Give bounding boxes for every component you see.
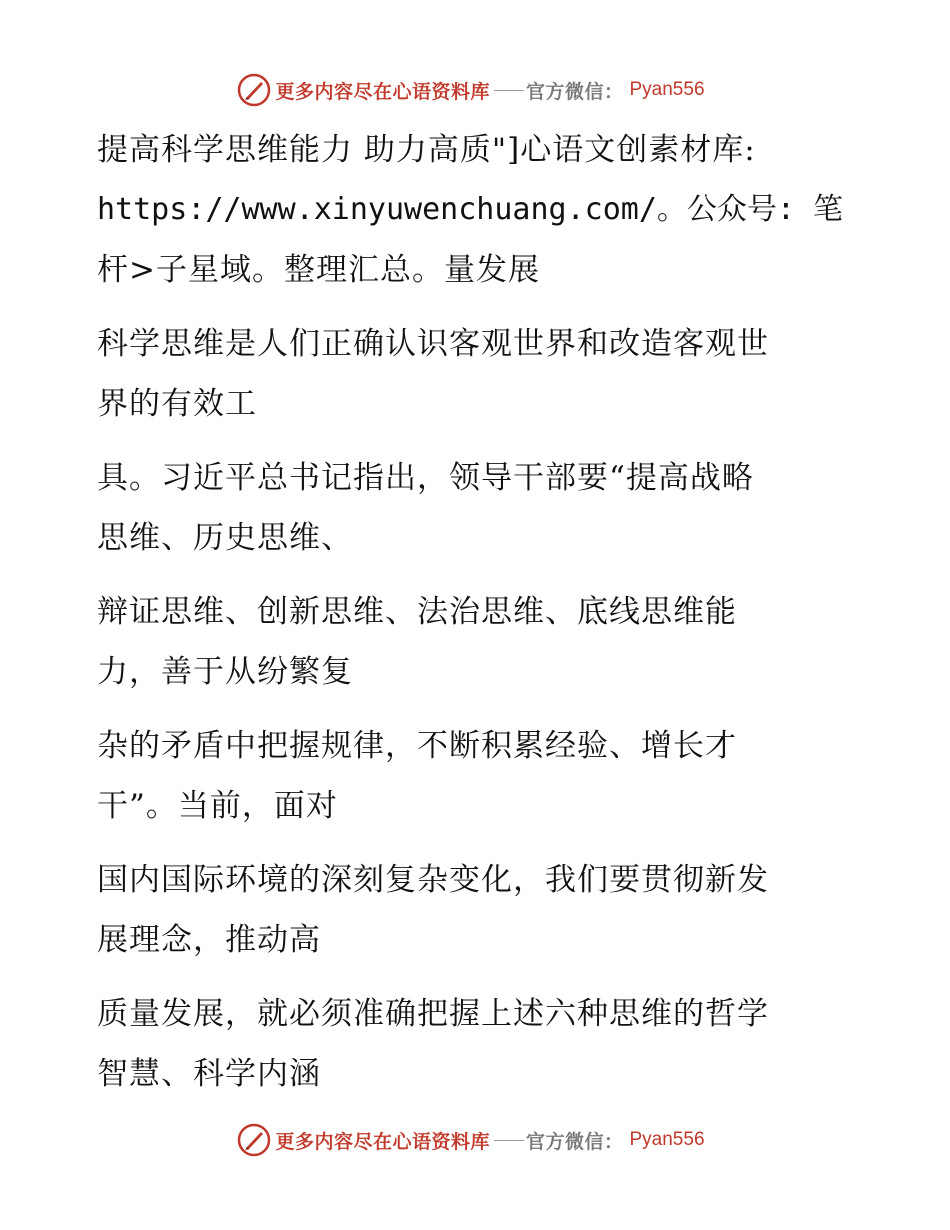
paragraph — [97, 448, 837, 568]
text-line: 展理念，推动高 — [97, 922, 321, 958]
quill-logo-icon — [237, 1123, 271, 1157]
footer-banner — [0, 1118, 950, 1162]
text-line: 思维、历史思维、 — [97, 520, 353, 556]
footer-wechat-id: Pyan556 — [629, 1129, 705, 1150]
document-body — [97, 120, 844, 1104]
footer-banner-text: 更多内容尽在心语资料库 — [275, 1130, 490, 1153]
footer-banner-text2: 官方微信： — [525, 1130, 624, 1153]
paragraph — [97, 716, 837, 836]
text-line: 干”。当前，面对 — [97, 788, 338, 824]
text-line: 力，善于从纷繁复 — [97, 654, 353, 690]
header-banner — [0, 68, 950, 112]
paragraph — [97, 582, 837, 702]
text-line: 杂的矛盾中把握规律，不断积累经验、增长才 — [97, 728, 737, 764]
text-line: 科学思维是人们正确认识客观世界和改造客观世 — [97, 326, 769, 362]
header-banner-text2: 官方微信： — [525, 80, 624, 103]
text-line: 具。习近平总书记指出，领导干部要“提高战略 — [97, 460, 754, 496]
text-line: https://www.xinyuwenchuang.com/。公众号: 笔 — [97, 192, 844, 227]
header-wechat-id: Pyan556 — [629, 79, 705, 100]
quill-logo-icon — [237, 73, 271, 107]
text-line: 提高科学思维能力 助力高质"]心语文创素材库: — [97, 132, 756, 168]
paragraph — [97, 850, 837, 970]
text-line: 界的有效工 — [97, 386, 257, 422]
header-banner-divider — [494, 90, 524, 91]
text-line: 质量发展，就必须准确把握上述六种思维的哲学 — [97, 996, 769, 1032]
paragraph — [97, 314, 837, 434]
paragraph — [97, 120, 844, 300]
text-line: 辩证思维、创新思维、法治思维、底线思维能 — [97, 594, 737, 630]
text-line: 国内国际环境的深刻复杂变化，我们要贯彻新发 — [97, 862, 769, 898]
text-line: 智慧、科学内涵 — [97, 1056, 321, 1092]
footer-banner-divider — [494, 1140, 524, 1141]
text-line: 杆>子星域。整理汇总。量发展 — [97, 252, 540, 288]
paragraph — [97, 984, 837, 1104]
header-banner-text: 更多内容尽在心语资料库 — [275, 80, 490, 103]
